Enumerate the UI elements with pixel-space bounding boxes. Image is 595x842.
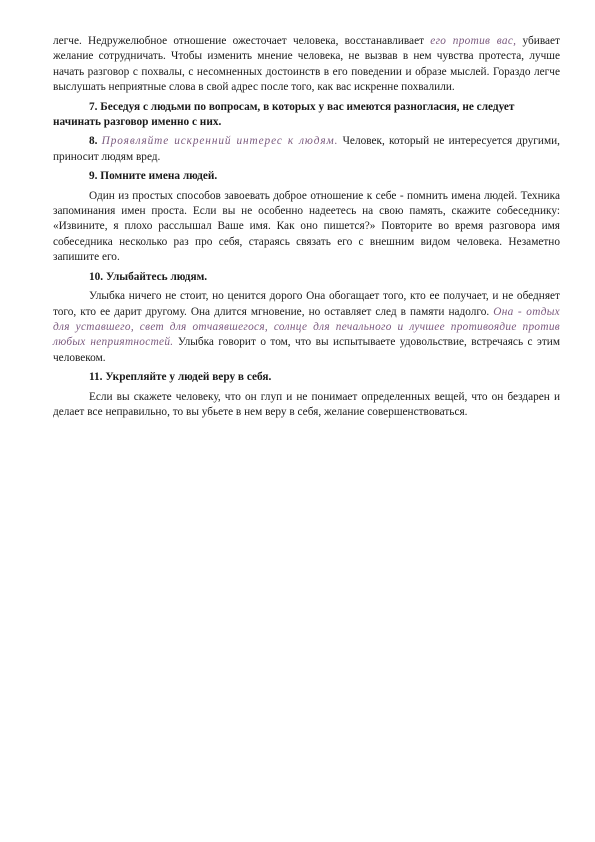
paragraph-rule-8 bbox=[53, 134, 560, 165]
highlighted-phrase: его против вас, bbox=[430, 35, 517, 47]
paragraph-rule-11: Если вы скажете человеку, что он глуп и не понимает определенных вещей, что он бездарен и делает все неправильно, то вы убьете в нем веру в себя, желание совершенствоваться. bbox=[53, 390, 560, 418]
paragraph-text: Улыбка говорит о том, что вы испытываете удовольствие, встречаясь с этим человеком. bbox=[53, 336, 560, 364]
rule-number: 8. bbox=[89, 135, 102, 148]
heading-rule-9: 9. Помните имена людей. bbox=[89, 170, 218, 183]
document-body bbox=[53, 34, 560, 420]
paragraph-text: легче. Недружелюбное отношение ожесточает человека, восстанавливает bbox=[53, 35, 431, 47]
heading-rule-7: 7. Беседуя с людьми по вопросам, в которых у вас имеются разногласия, не следует начинать разговор именно с них. bbox=[53, 100, 515, 129]
paragraph-continuation bbox=[53, 34, 560, 96]
paragraph-rule-9: Один из простых способов завоевать доброе отношение к себе - помнить имена людей. Техника запоминания имен проста. Если вы не особенно надеетесь на свою память, скажите собеседнику: «Извините, я плохо расслышал Ваше имя. Как оно пишется?» Повторите во время разговора имя собеседника несколько раз про себя, стараясь связать его с внешним видом человека. Незаметно запишите его. bbox=[53, 189, 560, 264]
highlighted-phrase: Она - отдых для уставшего, свет для отчаявшегося, солнце для печального и лучшее противоядие против любых неприятностей. bbox=[53, 305, 560, 349]
paragraph-rule-10 bbox=[53, 289, 560, 366]
paragraph-text: Человек, который не интересуется другими, приносит людям вред. bbox=[53, 135, 560, 163]
paragraph-text: убивает желание сотрудничать. Чтобы изменить мнение человека, не вызвав в нем чувства протеста, лучше начать разговор с похвалы, с несомненных достоинств в его поведении и образе мыслей. Гораздо легче выслушать неприятные слова в свой адрес после того, как вас искренне похвалили. bbox=[53, 35, 560, 94]
paragraph-text: Улыбка ничего не стоит, но ценится дорого Она обогащает того, кто ее получает, и не обедняет того, кто ее дарит другому. Она длится мгновение, но оставляет след в памяти надолго. bbox=[53, 290, 560, 318]
heading-rule-11: 11. Укрепляйте у людей веру в себя. bbox=[89, 371, 272, 384]
highlighted-phrase: Проявляйте искренний интерес к людям. bbox=[101, 135, 339, 148]
heading-rule-10: 10. Улыбайтесь людям. bbox=[89, 270, 208, 283]
